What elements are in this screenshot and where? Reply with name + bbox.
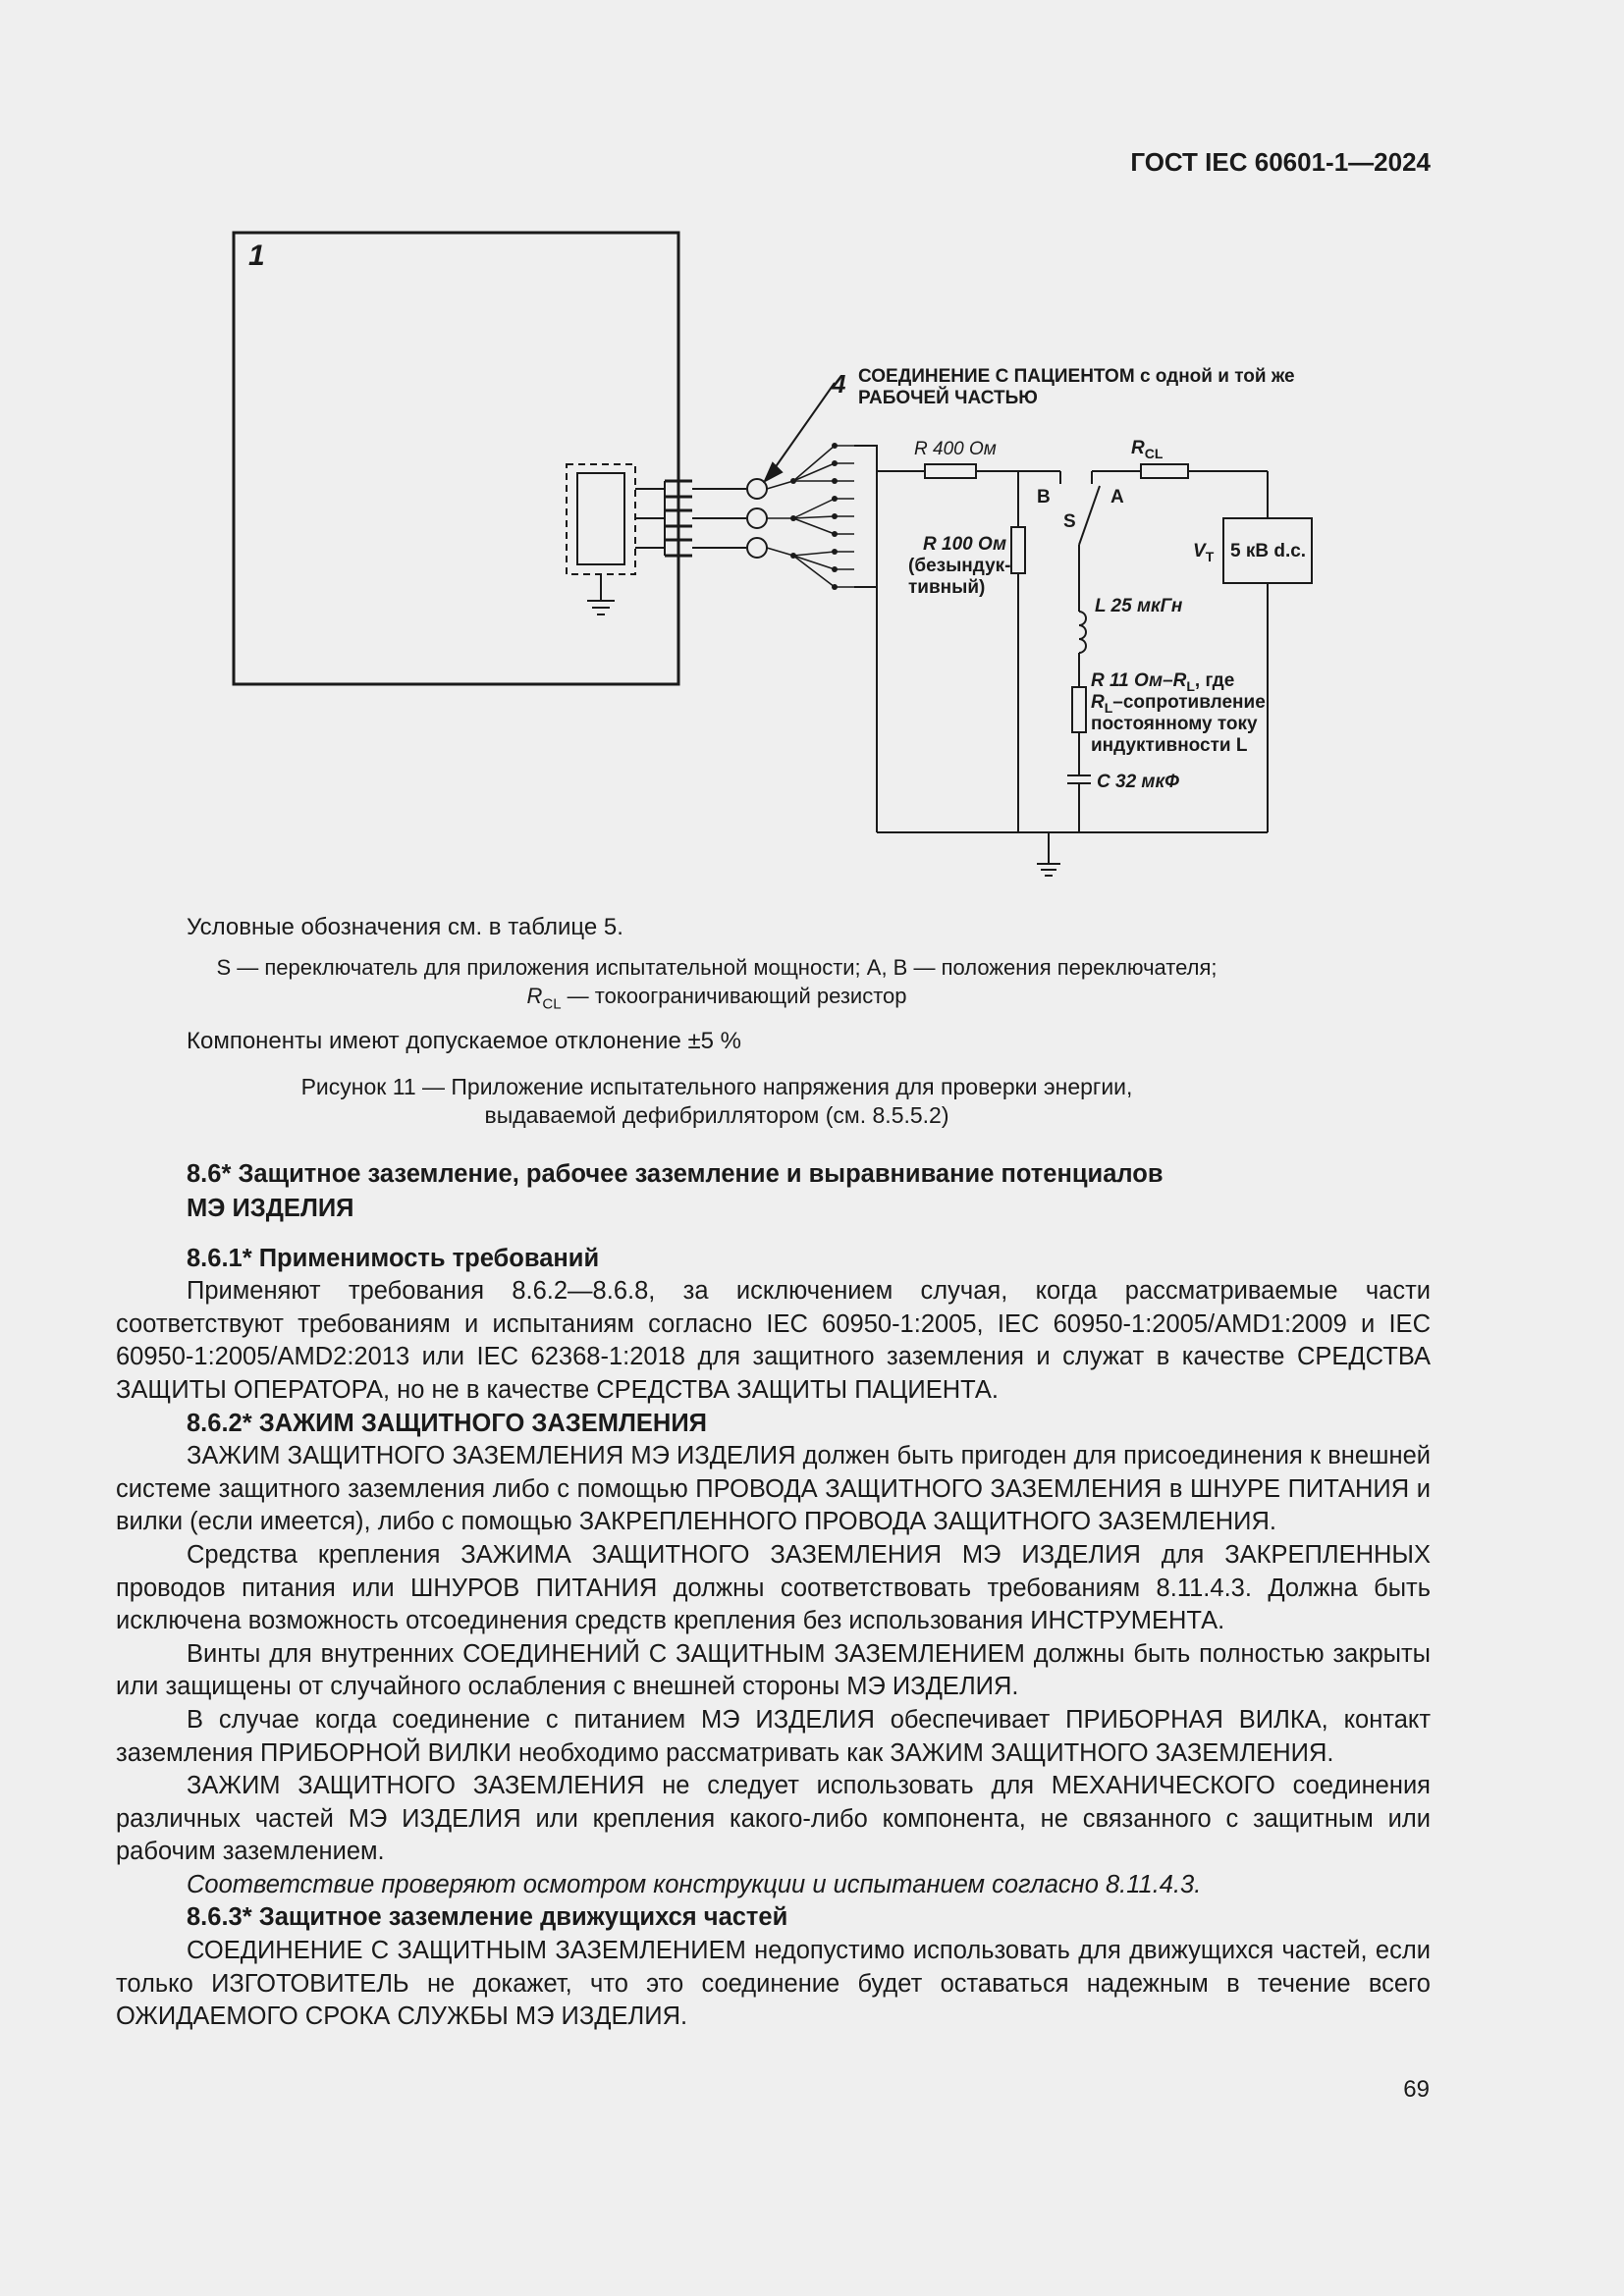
source-label: 5 кВ d.c.: [1230, 541, 1307, 561]
rcl-label: $R_{CL}$: [1131, 438, 1164, 461]
document-header: ГОСТ IEC 60601-1—2024: [1130, 147, 1431, 177]
r100-label-1: R 100 Ом: [923, 534, 1007, 555]
figure-caption-line-2: выдаваемой дефибриллятором (см. 8.5.5.2): [484, 1102, 949, 1128]
me-equipment-box: [234, 233, 678, 684]
section-8-6-title: 8.6* Защитное заземление, рабочее заземление и выравнивание потенциалов: [187, 1160, 1164, 1188]
r11-label-3: постоянному току: [1091, 714, 1258, 734]
inductor-label: L 25 мкГн: [1095, 596, 1183, 616]
section-8-6-1-title: 8.6.1* Применимость требований: [187, 1244, 600, 1272]
r11-label-4: индуктивности L: [1091, 735, 1248, 756]
figure-caption-line-1: Рисунок 11 — Приложение испытательного напряжения для проверки энергии,: [300, 1074, 1133, 1099]
main-text: [116, 1158, 1431, 2034]
vt-label: $V_T$: [1193, 541, 1215, 564]
patient-connection-label-2: РАБОЧЕЙ ЧАСТЬЮ: [858, 388, 1038, 408]
section-8-6-2-title: 8.6.2* ЗАЖИМ ЗАЩИТНОГО ЗАЗЕМЛЕНИЯ: [187, 1409, 707, 1437]
patient-connection-label-1: СОЕДИНЕНИЕ С ПАЦИЕНТОМ с одной и той же: [858, 366, 1295, 387]
page-number: 69: [1403, 2076, 1430, 2103]
switch-b-label: B: [1037, 487, 1051, 507]
r400-label: R 400 Ом: [914, 439, 997, 459]
r100-label-3: тивный): [908, 577, 986, 598]
paragraph: Винты для внутренних СОЕДИНЕНИЙ С ЗАЩИТНЫМ ЗАЗЕМЛЕНИЕМ должны быть полностью закрыты или защищены от случайного ослабления с внешней стороны МЭ ИЗДЕЛИЯ.: [116, 1639, 1431, 1701]
compliance-check: Соответствие проверяют осмотром конструкции и испытанием согласно 8.11.4.3.: [187, 1870, 1202, 1898]
r11-label-1: R 11 $Ом-R_L$, где: [1091, 670, 1235, 694]
figure-note-rcl: $R_{CL}$ — токоограничивающий резистор: [526, 984, 907, 1013]
paragraph: В случае когда соединение с питанием МЭ ИЗДЕЛИЯ обеспечивает ПРИБОРНАЯ ВИЛКА, контакт заземления ПРИБОРНОЙ ВИЛКИ необходимо рассматривать как ЗАЖИМ ЗАЩИТНОГО ЗАЗЕМЛЕНИЯ.: [116, 1705, 1431, 1767]
paragraph: Средства крепления ЗАЖИМА ЗАЩИТНОГО ЗАЗЕМЛЕНИЯ МЭ ИЗДЕЛИЯ для ЗАКРЕПЛЕННЫХ проводов питания или ШНУРОВ ПИТАНИЯ должны соответствовать требованиям 8.11.4.3. Должна быть исключена возможность отсоединения средств крепления без использования ИНСТРУМЕНТА.: [116, 1540, 1431, 1635]
label-1: 1: [248, 240, 265, 272]
legend-reference: Условные обозначения см. в таблице 5.: [187, 914, 623, 940]
r100-label-2: (безындук-: [908, 556, 1011, 576]
r11-label-2: $R_L$–сопротивление: [1091, 692, 1266, 716]
paragraph: СОЕДИНЕНИЕ С ЗАЩИТНЫМ ЗАЗЕМЛЕНИЕМ недопустимо использовать для движущихся частей, если только ИЗГОТОВИТЕЛЬ не докажет, что это соединение будет оставаться надежным в течение всего ОЖИДАЕМОГО СРОКА СЛУЖБЫ МЭ ИЗДЕЛИЯ.: [116, 1937, 1431, 2031]
section-8-6-3-title: 8.6.3* Защитное заземление движущихся частей: [187, 1903, 788, 1932]
paragraph: Применяют требования 8.6.2—8.6.8, за исключением случая, когда рассматриваемые части соответствуют требованиям и испытаниям согласно IEC 60950-1:2005, IEC 60950-1:2005/AMD1:2009 и IEC 60950-1:2005/AMD2:2013 или IEC 62368-1:2018 для защитного заземления и служат в качестве СРЕДСТВА ЗАЩИТЫ ОПЕРАТОРА, но не в качестве СРЕДСТВА ЗАЩИТЫ ПАЦИЕНТА.: [116, 1277, 1431, 1404]
tolerance-note: Компоненты имеют допускаемое отклонение ±5 %: [187, 1028, 741, 1054]
paragraph: ЗАЖИМ ЗАЩИТНОГО ЗАЗЕМЛЕНИЯ не следует использовать для МЕХАНИЧЕСКОГО соединения различных частей МЭ ИЗДЕЛИЯ или крепления какого-либо компонента, не связанного с защитным или рабочим заземлением.: [116, 1772, 1431, 1866]
switch-a-label: A: [1110, 487, 1124, 507]
figure-note-switch: S — переключатель для приложения испытательной мощности; A, B — положения переключателя;: [216, 955, 1218, 980]
switch-s-label: S: [1063, 511, 1076, 532]
paragraph: ЗАЖИМ ЗАЩИТНОГО ЗАЗЕМЛЕНИЯ МЭ ИЗДЕЛИЯ должен быть пригоден для присоединения к внешней системе защитного заземления либо с помощью ПРОВОДА ЗАЩИТНОГО ЗАЗЕМЛЕНИЯ в ШНУРЕ ПИТАНИЯ и вилки (если имеется), либо с помощью ЗАКРЕПЛЕННОГО ПРОВОДА ЗАЩИТНОГО ЗАЗЕМЛЕНИЯ.: [116, 1442, 1431, 1536]
capacitor-label: C 32 мкФ: [1097, 772, 1179, 792]
section-8-6-title-cont: МЭ ИЗДЕЛИЯ: [187, 1194, 354, 1222]
label-4: 4: [832, 369, 846, 399]
circuit-diagram: [0, 0, 1624, 903]
